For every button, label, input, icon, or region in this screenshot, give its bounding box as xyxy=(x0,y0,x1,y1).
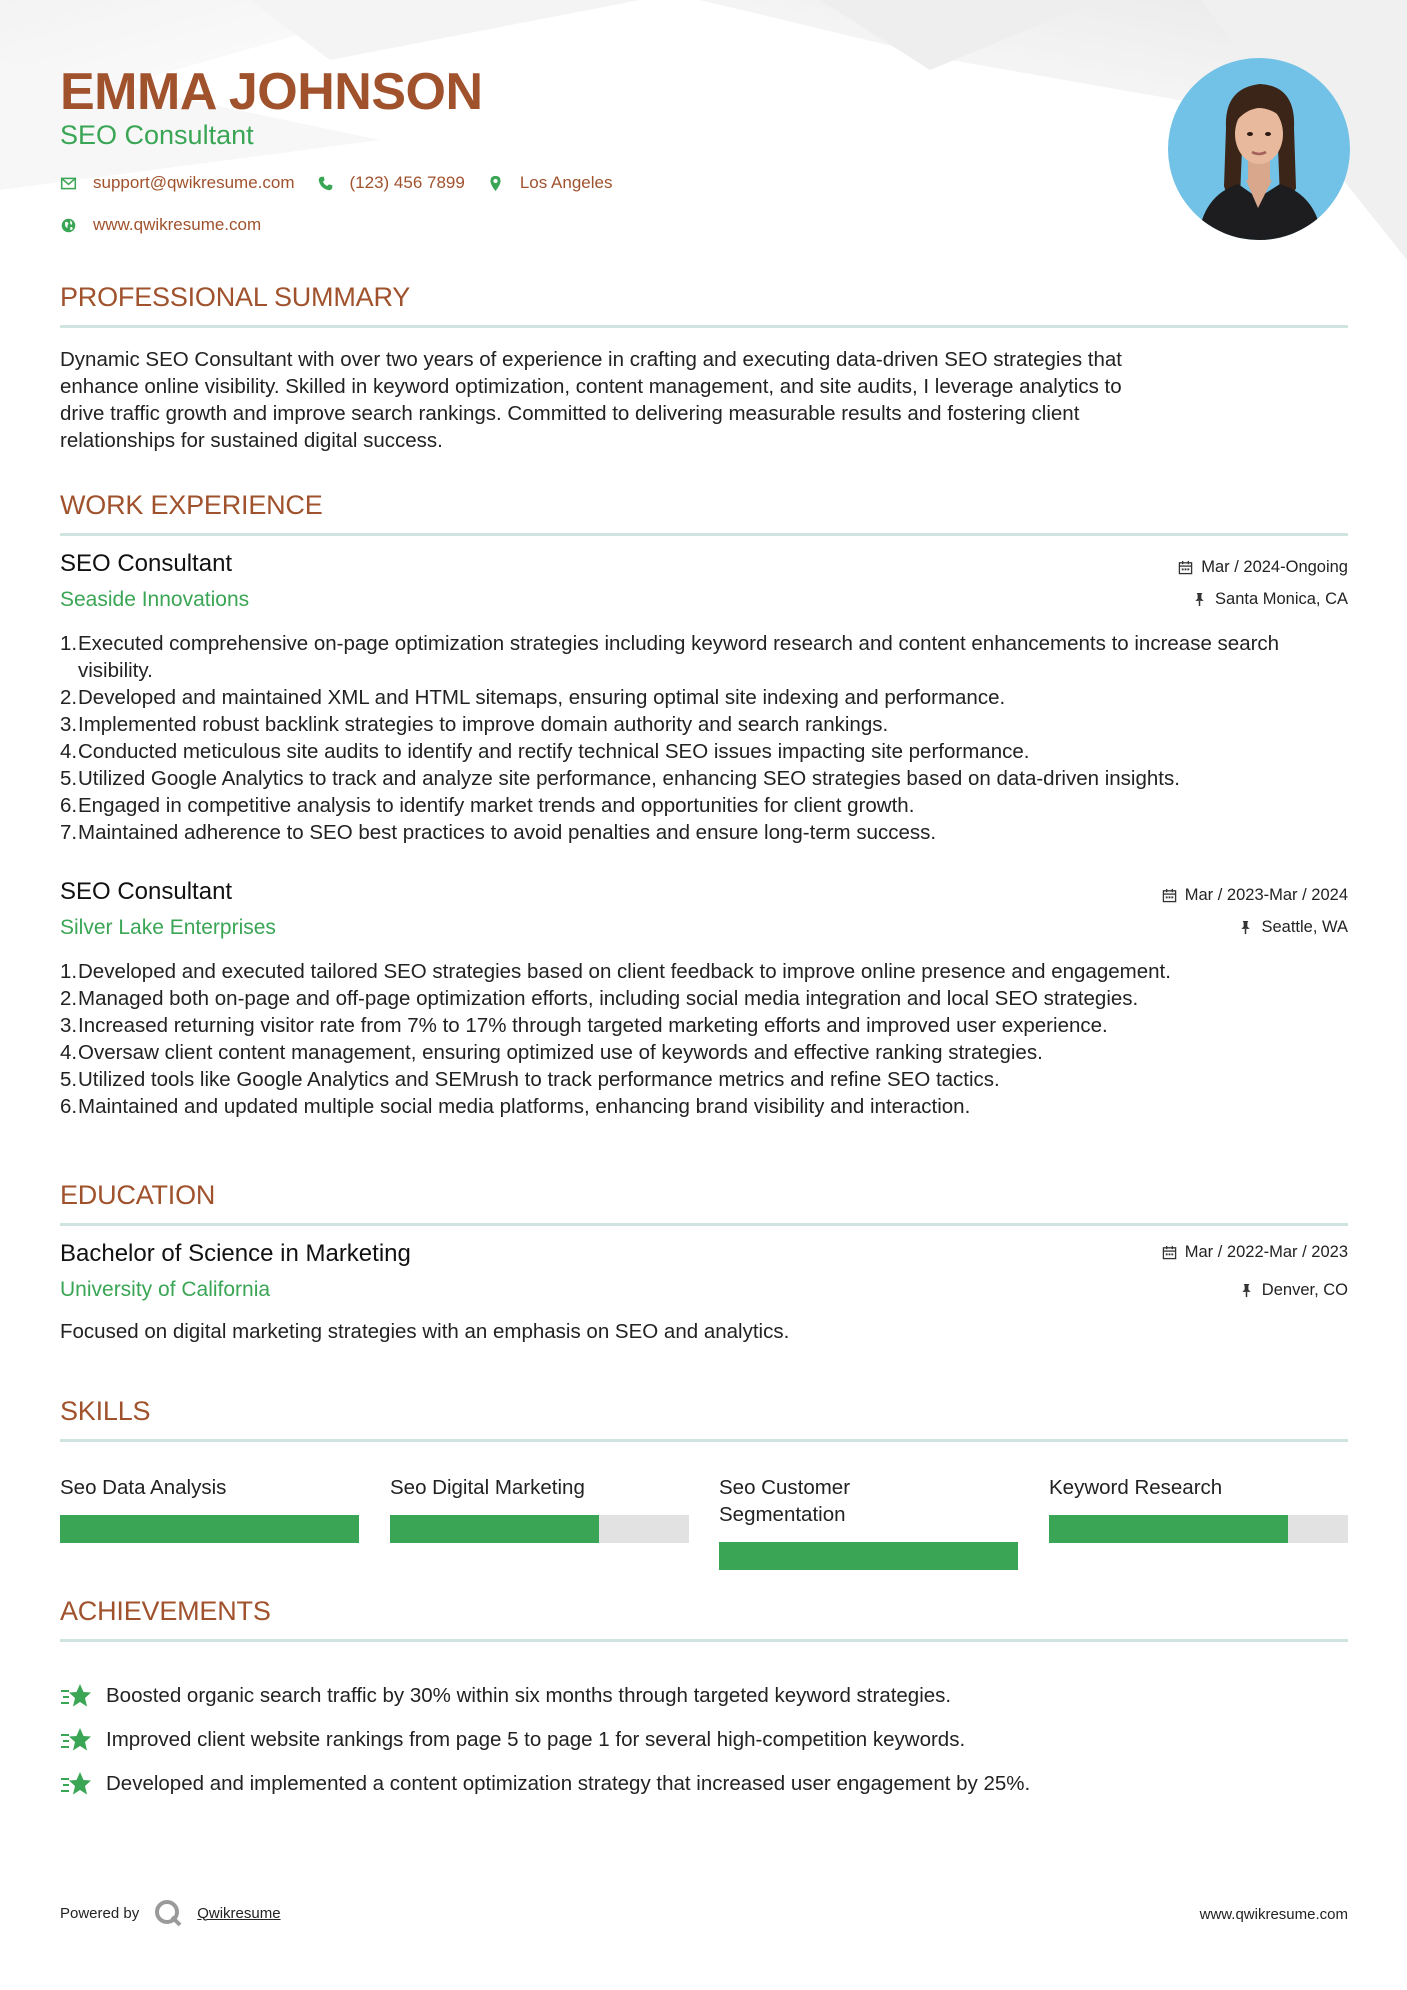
bullet-number: 6. xyxy=(60,1095,78,1118)
bullet-text: Developed and maintained XML and HTML sitemaps, ensuring optimal site indexing and performance. xyxy=(78,686,1006,709)
job-bullet xyxy=(60,684,1348,711)
skills-grid xyxy=(60,1474,1348,1574)
job-bullet xyxy=(60,1066,1348,1093)
contact-phone-text: (123) 456 7899 xyxy=(349,173,465,192)
contact-location xyxy=(487,173,613,193)
bullet-number: 2. xyxy=(60,987,78,1010)
job-bullets xyxy=(60,958,1348,1120)
bullet-text: Utilized Google Analytics to track and analyze site performance, enhancing SEO strategies based on data-driven insights. xyxy=(78,767,1180,790)
education-section xyxy=(60,1180,1348,1226)
skill-name: Keyword Research xyxy=(1049,1476,1223,1499)
portrait-image xyxy=(1168,58,1350,240)
bullet-number: 2. xyxy=(60,686,78,709)
envelope-icon xyxy=(60,175,77,192)
job-bullet xyxy=(60,1012,1348,1039)
education-title: EDUCATION xyxy=(60,1180,216,1210)
bullet-number: 5. xyxy=(60,1068,78,1091)
education-entry xyxy=(60,1240,1348,1350)
phone-icon xyxy=(317,175,334,192)
education-date xyxy=(1162,1243,1348,1262)
education-location xyxy=(1239,1281,1348,1300)
job-entry xyxy=(60,878,1348,1148)
footer-branding xyxy=(60,1898,281,1928)
bullet-number: 6. xyxy=(60,794,78,817)
job-location xyxy=(1238,918,1348,937)
education-divider xyxy=(60,1223,1348,1226)
bullet-number: 3. xyxy=(60,713,78,736)
experience-divider xyxy=(60,533,1348,536)
job-title: SEO Consultant xyxy=(60,878,233,905)
bullet-text: Utilized tools like Google Analytics and SEMrush to track performance metrics and refine SEO tactics. xyxy=(78,1068,1000,1091)
job-bullet xyxy=(60,711,1348,738)
contact-email-text: support@qwikresume.com xyxy=(93,173,295,192)
skill-bar xyxy=(60,1515,359,1543)
contact-website[interactable] xyxy=(60,215,261,235)
job-bullet xyxy=(60,738,1348,765)
pushpin-icon xyxy=(1239,1283,1254,1298)
skill-bar-fill xyxy=(1049,1515,1288,1543)
job-location-text: Seattle, WA xyxy=(1261,918,1348,936)
page-footer xyxy=(60,1898,1348,1938)
qwikresume-logo-icon xyxy=(153,1898,183,1928)
education-degree: Bachelor of Science in Marketing xyxy=(60,1240,411,1267)
job-location xyxy=(1192,590,1348,609)
education-location-text: Denver, CO xyxy=(1261,1281,1348,1299)
job-bullet xyxy=(60,792,1348,819)
job-title: SEO Consultant xyxy=(60,550,233,577)
summary-line: enhance online visibility. Skilled in keyword optimization, content management, and site audits, I leverage analytics to xyxy=(60,375,1122,398)
bullet-text: Managed both on-page and off-page optimization efforts, including social media integration and local SEO strategies. xyxy=(78,987,1139,1010)
candidate-photo xyxy=(1168,58,1350,240)
job-company: Silver Lake Enterprises xyxy=(60,916,276,939)
resume-header xyxy=(60,0,1348,245)
job-bullet xyxy=(60,958,1348,985)
skill-name: Seo Data Analysis xyxy=(60,1476,227,1499)
experience-title: WORK EXPERIENCE xyxy=(60,490,323,520)
skill-bar-fill xyxy=(60,1515,359,1543)
bullet-text: Executed comprehensive on-page optimization strategies including keyword research and content enhancements to increase search visibility. xyxy=(78,632,1280,682)
skill-bar-fill xyxy=(390,1515,599,1543)
map-pin-icon xyxy=(487,175,504,192)
bullet-number: 1. xyxy=(60,960,78,983)
summary-line: drive traffic growth and improve search rankings. Committed to delivering measurable results and fostering client xyxy=(60,402,1080,425)
globe-icon xyxy=(60,217,77,234)
calendar-icon xyxy=(1178,560,1193,575)
candidate-role: SEO Consultant xyxy=(60,120,254,150)
job-bullet xyxy=(60,1039,1348,1066)
bullet-text: Maintained and updated multiple social media platforms, enhancing brand visibility and interaction. xyxy=(78,1095,971,1118)
job-date-text: Mar / 2023-Mar / 2024 xyxy=(1184,886,1348,904)
achievement-item xyxy=(60,1718,1348,1762)
contact-email[interactable] xyxy=(60,173,295,193)
job-location-text: Santa Monica, CA xyxy=(1215,590,1348,608)
powered-by-label: Powered by xyxy=(60,1904,140,1922)
summary-section xyxy=(60,282,1348,454)
job-bullet xyxy=(60,985,1348,1012)
summary-divider xyxy=(60,325,1348,328)
job-entry xyxy=(60,550,1348,850)
job-bullets xyxy=(60,630,1348,846)
summary-title: PROFESSIONAL SUMMARY xyxy=(60,282,411,312)
achievement-text: Boosted organic search traffic by 30% within six months through targeted keyword strategies. xyxy=(106,1684,952,1707)
bullet-number: 1. xyxy=(60,632,78,655)
resume-page xyxy=(60,0,1348,1795)
candidate-name: EMMA JOHNSON xyxy=(60,63,483,121)
achievement-item xyxy=(60,1674,1348,1718)
calendar-icon xyxy=(1162,1245,1177,1260)
job-bullet xyxy=(60,1093,1348,1120)
qwikresume-link[interactable]: Qwikresume xyxy=(197,1904,281,1922)
star-badge-icon xyxy=(60,1770,92,1798)
footer-website[interactable]: www.qwikresume.com xyxy=(1199,1906,1348,1923)
experience-section xyxy=(60,490,1348,536)
bullet-text: Conducted meticulous site audits to identify and rectify technical SEO issues impacting site performance. xyxy=(78,740,1030,763)
contact-row-secondary xyxy=(60,215,283,235)
skills-title: SKILLS xyxy=(60,1396,151,1426)
education-description: Focused on digital marketing strategies with an emphasis on SEO and analytics. xyxy=(60,1320,790,1343)
education-date-text: Mar / 2022-Mar / 2023 xyxy=(1184,1243,1348,1261)
achievements-section xyxy=(60,1596,1348,1836)
achievement-text: Developed and implemented a content optimization strategy that increased user engagement by 25%. xyxy=(106,1772,1031,1795)
achievements-list xyxy=(60,1674,1348,1806)
skill-bar-fill xyxy=(719,1542,1018,1570)
calendar-icon xyxy=(1162,888,1177,903)
summary-line: relationships for sustained digital success. xyxy=(60,429,443,452)
bullet-text: Increased returning visitor rate from 7% to 17% through targeted marketing efforts and improved user experience. xyxy=(78,1014,1108,1037)
job-date-text: Mar / 2024-Ongoing xyxy=(1201,558,1348,576)
achievement-item xyxy=(60,1762,1348,1806)
job-date xyxy=(1178,558,1348,577)
skill-item xyxy=(719,1474,1018,1570)
bullet-number: 3. xyxy=(60,1014,78,1037)
skill-item xyxy=(60,1474,359,1543)
bullet-number: 4. xyxy=(60,740,78,763)
skill-bar xyxy=(1049,1515,1348,1543)
summary-text xyxy=(60,346,1348,454)
skill-item xyxy=(390,1474,689,1543)
job-bullet xyxy=(60,765,1348,792)
skills-divider xyxy=(60,1439,1348,1442)
bullet-text: Implemented robust backlink strategies to improve domain authority and search rankings. xyxy=(78,713,889,736)
contact-row-primary xyxy=(60,173,634,193)
pushpin-icon xyxy=(1192,592,1207,607)
skill-bar xyxy=(390,1515,689,1543)
education-school: University of California xyxy=(60,1278,271,1301)
job-company: Seaside Innovations xyxy=(60,588,250,611)
bullet-text: Engaged in competitive analysis to identify market trends and opportunities for client growth. xyxy=(78,794,915,817)
job-bullet xyxy=(60,819,1348,846)
achievements-title: ACHIEVEMENTS xyxy=(60,1596,271,1626)
job-date xyxy=(1162,886,1348,905)
skills-section xyxy=(60,1396,1348,1576)
bullet-text: Developed and executed tailored SEO strategies based on client feedback to improve online presence and engagement. xyxy=(78,960,1171,983)
bullet-text: Oversaw client content management, ensuring optimized use of keywords and effective ranking strategies. xyxy=(78,1041,1043,1064)
contact-phone[interactable] xyxy=(317,173,465,193)
contact-location-text: Los Angeles xyxy=(519,173,613,192)
job-bullet xyxy=(60,630,1348,684)
skill-name: Seo Digital Marketing xyxy=(390,1476,585,1499)
achievement-text: Improved client website rankings from page 5 to page 1 for several high-competition keywords. xyxy=(106,1728,966,1751)
skill-name: Seo Customer Segmentation xyxy=(719,1476,851,1526)
pushpin-icon xyxy=(1238,920,1253,935)
star-badge-icon xyxy=(60,1726,92,1754)
bullet-text: Maintained adherence to SEO best practices to avoid penalties and ensure long-term success. xyxy=(78,821,937,844)
contact-website-text: www.qwikresume.com xyxy=(93,215,262,234)
star-badge-icon xyxy=(60,1682,92,1710)
summary-line: Dynamic SEO Consultant with over two years of experience in crafting and executing data-driven SEO strategies that xyxy=(60,348,1122,371)
bullet-number: 4. xyxy=(60,1041,78,1064)
bullet-number: 7. xyxy=(60,821,78,844)
bullet-number: 5. xyxy=(60,767,78,790)
skill-bar xyxy=(719,1542,1018,1570)
achievements-divider xyxy=(60,1639,1348,1642)
skill-item xyxy=(1049,1474,1348,1543)
